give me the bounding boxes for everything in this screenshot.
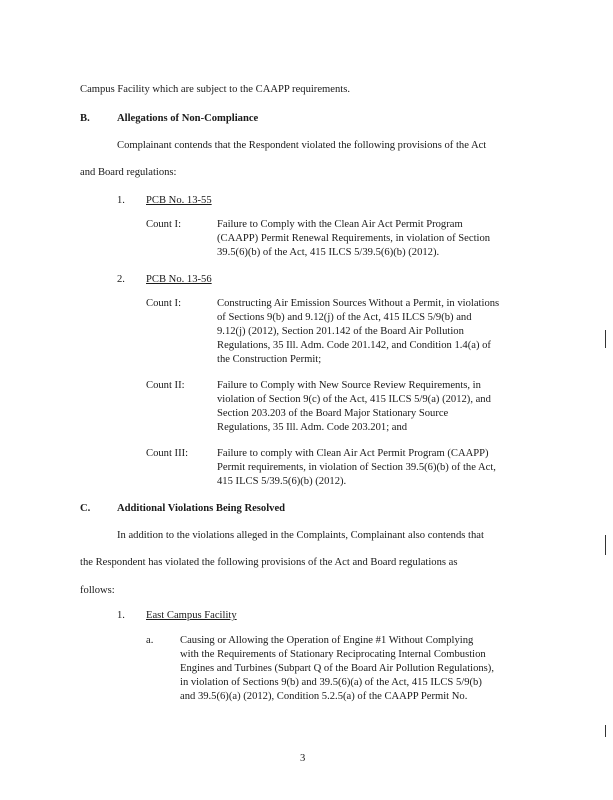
text-line: Regulations, 35 Ill. Adm. Code 203.201; and: [217, 422, 408, 433]
text-line: 9.12(j) (2012), Section 201.142 of the Board Air Pollution: [217, 326, 464, 337]
text-line: Constructing Air Emission Sources Without a Permit, in violations: [217, 298, 500, 309]
section-c-item-number: 1.: [117, 610, 125, 621]
item-2-pcb: PCB No. 13-56: [146, 274, 212, 285]
text-line: Permit requirements, in violation of Section 39.5(6)(b) of the Act,: [217, 462, 496, 473]
text-line: of Sections 9(b) and 9.12(j) of the Act, 415 ILCS 5/9(b) and: [217, 312, 472, 323]
item-2-count-1-label: Count I:: [146, 298, 182, 309]
text-line: Section 203.203 of the Board Major Stationary Source: [217, 408, 449, 419]
section-c-sub-text: [180, 634, 494, 704]
section-c-paragraph-line-2: the Respondent has violated the following provisions of the Act and Board regulations as: [80, 557, 458, 568]
page-number: 3: [300, 753, 306, 764]
intro-line: Campus Facility which are subject to the CAAPP requirements.: [80, 84, 350, 95]
text-line: Regulations, 35 Ill. Adm. Code 201.142, and Condition 1.4(a) of: [217, 340, 491, 351]
text-line: the Construction Permit;: [217, 354, 322, 365]
text-line: with the Requirements of Stationary Reciprocating Internal Combustion: [180, 649, 486, 660]
scan-artifact-mark: [605, 330, 606, 348]
text-line: Engines and Turbines (Subpart Q of the Board Air Pollution Regulations),: [180, 663, 494, 674]
item-2-count-2-text: [217, 379, 491, 435]
text-line: 39.5(6)(b) of the Act, 415 ILCS 5/39.5(6)(b) (2012).: [217, 247, 440, 258]
item-1-count-1-text: [217, 218, 490, 260]
item-2-count-3-label: Count III:: [146, 448, 189, 459]
scan-artifact-mark: [605, 725, 606, 737]
item-1-pcb: PCB No. 13-55: [146, 195, 212, 206]
section-b-paragraph-line-2: and Board regulations:: [80, 167, 177, 178]
text-line: Failure to Comply with the Clean Air Act Permit Program: [217, 219, 463, 230]
item-2-count-3-text: [217, 447, 496, 489]
item-2-count-2-label: Count II:: [146, 380, 185, 391]
item-2-number: 2.: [117, 274, 125, 285]
text-line: 415 ILCS 5/39.5(6)(b) (2012).: [217, 476, 347, 487]
section-b-heading: Allegations of Non-Compliance: [117, 113, 259, 124]
text-line: (CAAPP) Permit Renewal Requirements, in violation of Section: [217, 233, 491, 244]
section-b-letter: B.: [80, 113, 90, 124]
section-c-paragraph-line-1: In addition to the violations alleged in the Complaints, Complainant also contends that: [117, 530, 484, 541]
section-b-paragraph-line-1: Complainant contends that the Respondent violated the following provisions of the Act: [117, 140, 487, 151]
section-c-item-title: East Campus Facility: [146, 610, 237, 621]
text-line: and 39.5(6)(a) (2012), Condition 5.2.5(a) of the CAAPP Permit No.: [180, 691, 468, 702]
section-c-sub-letter: a.: [146, 635, 154, 646]
text-line: Causing or Allowing the Operation of Engine #1 Without Complying: [180, 635, 474, 646]
item-1-count-1-label: Count I:: [146, 219, 182, 230]
item-1-number: 1.: [117, 195, 125, 206]
text-line: violation of Section 9(c) of the Act, 415 ILCS 5/9(a) (2012), and: [217, 394, 491, 405]
section-c-letter: C.: [80, 503, 91, 514]
item-2-count-1-text: [217, 297, 499, 367]
text-line: Failure to comply with Clean Air Act Permit Program (CAAPP): [217, 448, 489, 459]
section-c-heading: Additional Violations Being Resolved: [117, 503, 286, 514]
text-line: in violation of Sections 9(b) and 39.5(6)(a) of the Act, 415 ILCS 5/9(b): [180, 677, 482, 688]
scan-artifact-mark: [605, 535, 606, 555]
text-line: Failure to Comply with New Source Review Requirements, in: [217, 380, 481, 391]
section-c-paragraph-line-3: follows:: [80, 585, 115, 596]
